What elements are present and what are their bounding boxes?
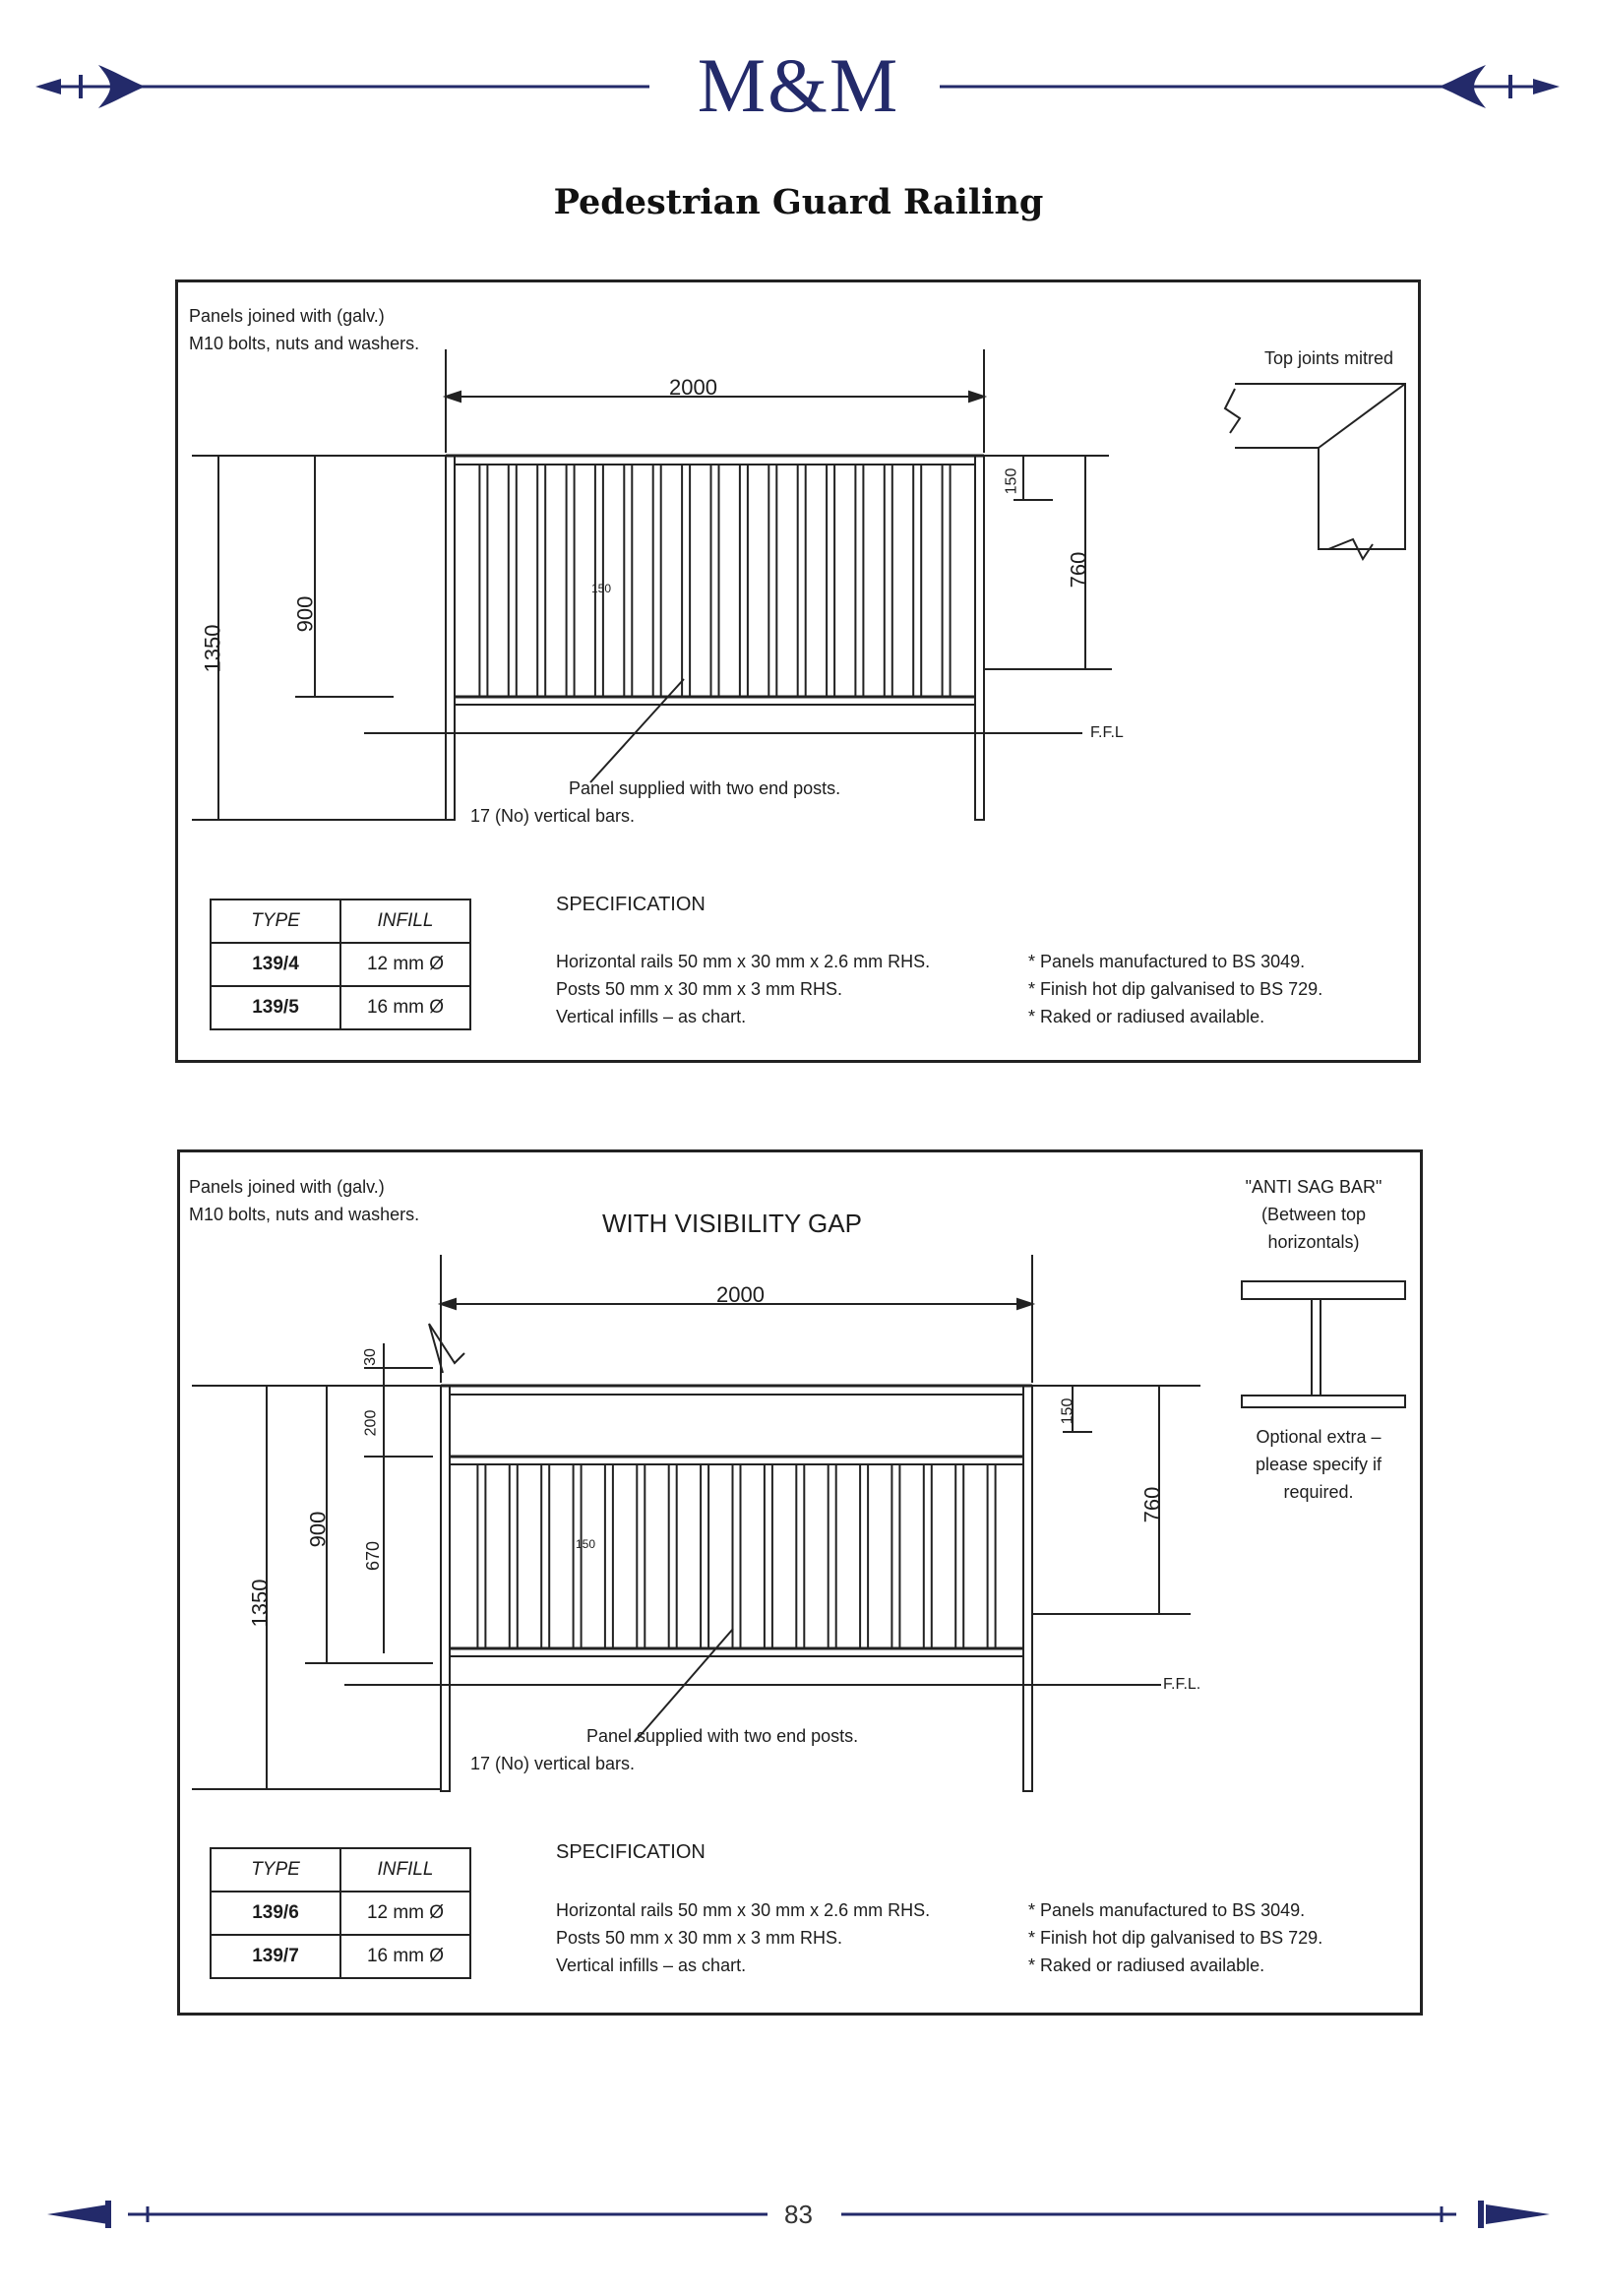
panel2-infill-height-dim: 670 bbox=[363, 1540, 384, 1572]
panel1-rail-height-dim: 760 bbox=[1066, 551, 1091, 589]
panel2-gap-dim: 200 bbox=[362, 1409, 380, 1437]
panel1-spec-lines: Horizontal rails 50 mm x 30 mm x 2.6 mm RHS. Posts 50 mm x 30 mm x 3 mm RHS. Vertical infills – as chart. bbox=[556, 952, 931, 1026]
page-title: Pedestrian Guard Railing bbox=[553, 182, 1044, 222]
panel1-overall-height-dim: 1350 bbox=[200, 624, 225, 673]
panel2-heading: WITH VISIBILITY GAP bbox=[602, 1209, 862, 1238]
panel2-ffl-label: F.F.L. bbox=[1163, 1676, 1201, 1693]
panel1-width-dim: 2000 bbox=[669, 375, 717, 400]
table-row: 139/6 12 mm Ø bbox=[211, 1892, 470, 1935]
panel2-optional-note: Optional extra – please specify if required. bbox=[1255, 1427, 1382, 1502]
page-number: 83 bbox=[784, 2200, 813, 2229]
vertical-bar bbox=[955, 1464, 963, 1648]
table-row: 139/4 12 mm Ø bbox=[211, 943, 470, 986]
vertical-bar bbox=[637, 1464, 645, 1648]
panel1-top-rail-dim: 150 bbox=[1003, 467, 1020, 495]
panel1-bar-spacing-dim: 150 bbox=[591, 582, 612, 595]
vertical-bar bbox=[796, 1464, 804, 1648]
vertical-bar bbox=[860, 1464, 868, 1648]
panel1-panel-height-dim: 900 bbox=[292, 595, 318, 633]
panel1-joint-note: Panels joined with (galv.) M10 bolts, nuts and washers. bbox=[189, 306, 420, 353]
panel1-top-joint-label: Top joints mitred bbox=[1264, 348, 1394, 368]
table-header: TYPE bbox=[211, 1848, 340, 1892]
vertical-bar bbox=[541, 1464, 549, 1648]
panel2-overall-height-dim: 1350 bbox=[247, 1579, 273, 1628]
table-row: 139/5 16 mm Ø bbox=[211, 986, 470, 1029]
panel2-rail-height-dim: 760 bbox=[1139, 1486, 1165, 1523]
vertical-bar bbox=[891, 1464, 899, 1648]
brand-logo: M&M bbox=[697, 42, 900, 128]
panel2-joint-note: Panels joined with (galv.) M10 bolts, nuts and washers. bbox=[189, 1177, 420, 1224]
table-header: TYPE bbox=[211, 900, 340, 943]
panel2-panel-height-dim: 900 bbox=[305, 1511, 331, 1548]
vertical-bar bbox=[765, 1464, 772, 1648]
panel1-ffl-label: F.F.L bbox=[1090, 724, 1124, 741]
vertical-bar bbox=[605, 1464, 613, 1648]
vertical-bar bbox=[701, 1464, 708, 1648]
vertical-bar bbox=[733, 1464, 741, 1648]
vertical-bar bbox=[510, 1464, 518, 1648]
table-header: INFILL bbox=[340, 900, 470, 943]
panel2-anti-sag-label: "ANTI SAG BAR" (Between top horizontals) bbox=[1245, 1177, 1382, 1252]
panel2-spec-lines: Horizontal rails 50 mm x 30 mm x 2.6 mm RHS. Posts 50 mm x 30 mm x 3 mm RHS. Vertical infills – as chart. bbox=[556, 1900, 931, 1975]
panel2-type-table bbox=[210, 1847, 471, 1979]
table-header: INFILL bbox=[340, 1848, 470, 1892]
vertical-bar bbox=[924, 1464, 932, 1648]
panel2-gap-top-dim: 30 bbox=[361, 1348, 379, 1366]
panel2-bar-spacing-dim: 150 bbox=[576, 1537, 596, 1551]
panel1-spec-heading: SPECIFICATION bbox=[556, 894, 706, 915]
panel2-callout: Panel supplied with two end posts. 17 (No) vertical bars. bbox=[470, 1726, 859, 1773]
vertical-bar bbox=[829, 1464, 836, 1648]
vertical-bar bbox=[669, 1464, 677, 1648]
panel1-callout: Panel supplied with two end posts. 17 (No) vertical bars. bbox=[470, 778, 841, 826]
panel2-width-dim: 2000 bbox=[716, 1282, 765, 1307]
panel2-bullets: * Panels manufactured to BS 3049. * Finish hot dip galvanised to BS 729. * Raked or radiused available. bbox=[1028, 1900, 1323, 1975]
panel2-spec-heading: SPECIFICATION bbox=[556, 1841, 706, 1863]
panel2-top-rail-dim: 150 bbox=[1059, 1397, 1076, 1425]
vertical-bar bbox=[988, 1464, 996, 1648]
table-row: 139/7 16 mm Ø bbox=[211, 1935, 470, 1978]
vertical-bar bbox=[477, 1464, 485, 1648]
panel1-bullets: * Panels manufactured to BS 3049. * Finish hot dip galvanised to BS 729. * Raked or radiused available. bbox=[1028, 952, 1323, 1026]
